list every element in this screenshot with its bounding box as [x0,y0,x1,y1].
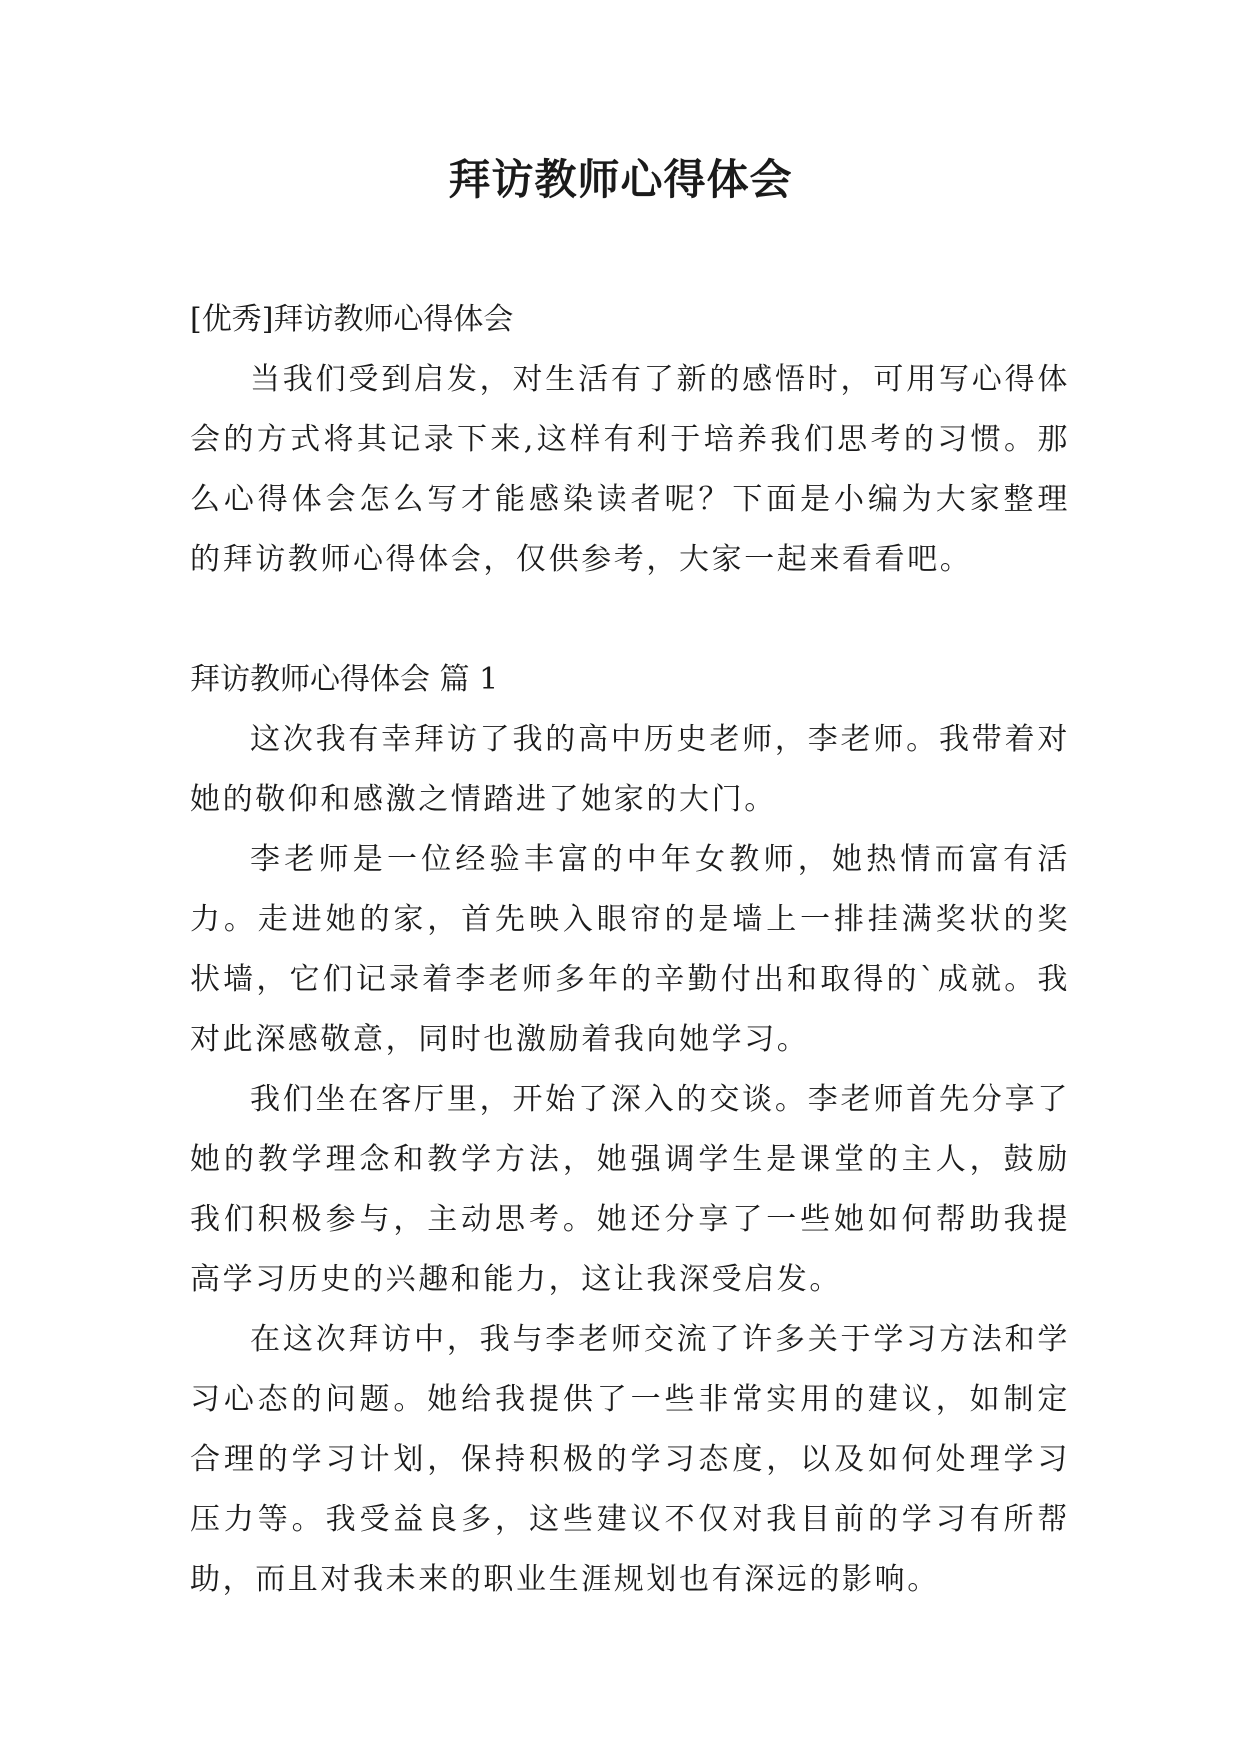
body-paragraph: 在这次拜访中，我与李老师交流了许多关于学习方法和学习心态的问题。她给我提供了一些非常实用的建议，如制定合理的学习计划，保持积极的学习态度，以及如何处理学习压力等。我受益良多，这些建议不仅对我目前的学习有所帮助，而且对我未来的职业生涯规划也有深远的影响。 [190,1322,1070,1597]
body-paragraph: 我们坐在客厅里，开始了深入的交谈。李老师首先分享了她的教学理念和教学方法，她强调学生是课堂的主人，鼓励我们积极参与，主动思考。她还分享了一些她如何帮助我提高学习历史的兴趣和能力，这让我深受启发。 [190,1082,1070,1297]
document-body [190,290,1070,1610]
intro-paragraph: 当我们受到启发，对生活有了新的感悟时，可用写心得体会的方式将其记录下来,这样有利于培养我们思考的习惯。那么心得体会怎么写才能感染读者呢？下面是小编为大家整理的拜访教师心得体会，仅供参考，大家一起来看看吧。 [190,362,1070,577]
section-heading: 拜访教师心得体会 篇 1 [190,662,499,697]
page-title: 拜访教师心得体会 [448,155,793,204]
section-spacer [190,590,1070,650]
body-paragraph: 这次我有幸拜访了我的高中历史老师，李老师。我带着对她的敬仰和感激之情踏进了她家的大门。 [190,722,1070,817]
document-subtitle: [优秀]拜访教师心得体会 [190,302,514,337]
body-paragraph: 李老师是一位经验丰富的中年女教师，她热情而富有活力。走进她的家，首先映入眼帘的是墙上一排挂满奖状的奖状墙，它们记录着李老师多年的辛勤付出和取得的`成就。我对此深感敬意，同时也激励着我向她学习。 [190,842,1070,1057]
